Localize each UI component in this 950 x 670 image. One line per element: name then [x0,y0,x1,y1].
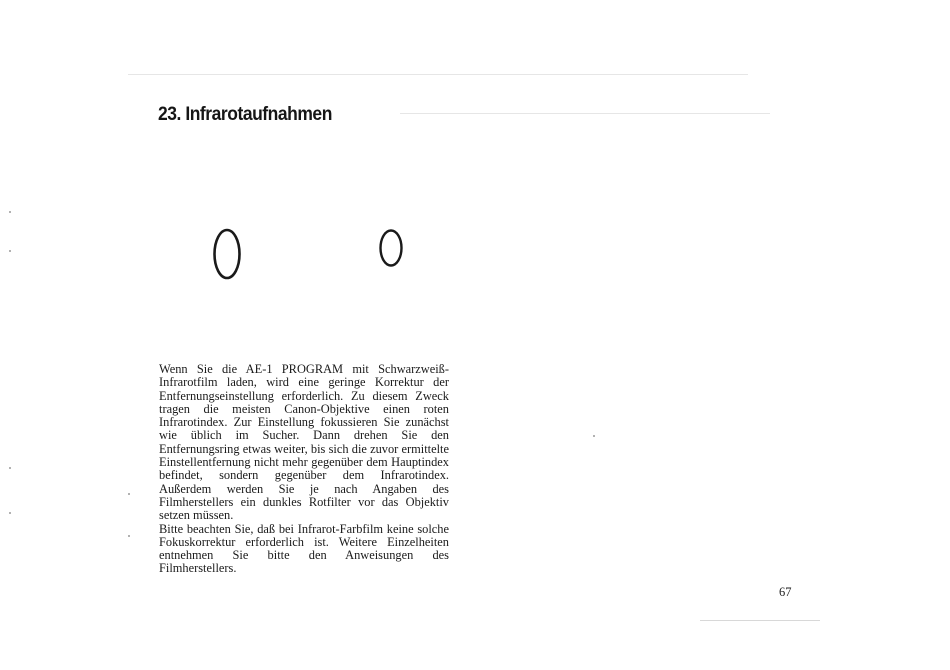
zero-outline-icon [381,231,402,266]
section-heading: 23. Infrarotaufnahmen [158,104,332,125]
body-text [159,363,449,576]
scan-speck [9,250,11,252]
page-number: 67 [779,585,792,599]
scan-artifact-heading-row [400,113,770,114]
zero-outline-icon [215,230,240,278]
body-paragraph: Wenn Sie die AE-1 PROGRAM mit Schwarzweiß-Infrarotfilm laden, wird eine geringe Korrektur der Entfernungseinstellung erforderlich. Zu diesem Zweck tragen die meisten Canon-Objektive einen roten Infrarotindex. Zur Einstellung fokussieren Sie zunächst wie üblich im Sucher. Dann drehen Sie den Entfernungsring etwas weiter, bis sich die zuvor ermittelte Einstellentfernung nicht mehr gegenüber dem Hauptindex befindet, sondern gegenüber dem Infrarotindex. Außerdem werden Sie je nach Angaben des Filmherstellers ein dunkles Rotfilter vor das Objektiv setzen müssen. [159,362,449,523]
body-paragraph: Bitte beachten Sie, daß bei Infrarot-Farbfilm keine solche Fokuskorrektur erforderlich ist. Weitere Einzelheiten entnehmen Sie bitte den Anweisungen des Filmherstellers. [159,521,449,576]
scan-artifact-top [128,74,748,75]
scan-speck [593,435,595,437]
scan-speck [9,467,11,469]
scan-speck [128,535,130,537]
scan-speck [9,512,11,514]
scan-speck [128,493,130,495]
scan-artifact-bottom [700,620,820,621]
scan-speck [9,211,11,213]
illustration [200,222,420,284]
